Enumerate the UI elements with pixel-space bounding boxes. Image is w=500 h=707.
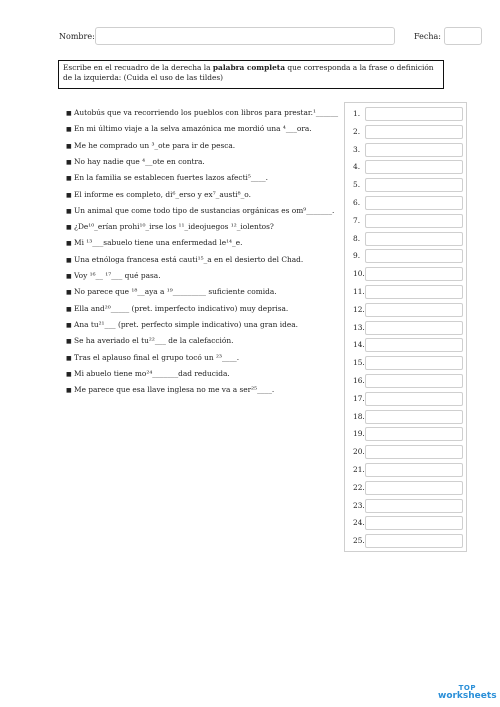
answer-row <box>345 499 468 513</box>
instructions-box <box>58 60 444 89</box>
answer-row <box>345 427 468 441</box>
sentence-item <box>66 173 268 184</box>
answer-number: 24. <box>353 518 365 528</box>
answer-row <box>345 410 468 424</box>
answer-field[interactable] <box>365 214 463 228</box>
answer-row <box>345 356 468 370</box>
brand-logo <box>438 684 497 700</box>
bullet-icon: ■ <box>66 224 72 232</box>
answer-row <box>345 143 468 157</box>
sentence-item <box>66 369 230 380</box>
bullet-icon: ■ <box>66 240 72 248</box>
answer-number: 19. <box>353 429 365 439</box>
sentence-text: El informe es completo, di⁶_erso y ex⁷_austi⁸_o. <box>74 189 251 199</box>
answer-field[interactable] <box>365 303 463 317</box>
brand-name: worksheets <box>438 691 497 701</box>
sentence-text: Autobús que va recorriendo los pueblos con libros para prestar.¹______ <box>74 108 339 117</box>
name-field[interactable] <box>95 27 395 45</box>
answer-field[interactable] <box>365 196 463 210</box>
sentence-item <box>66 271 161 282</box>
bullet-icon: ■ <box>66 158 72 166</box>
sentence-text: En mi último viaje a la selva amazónica me mordió una ⁴___ora. <box>74 124 312 134</box>
date-field[interactable] <box>444 27 482 45</box>
answer-row <box>345 107 468 121</box>
answer-field[interactable] <box>365 481 463 495</box>
sentence-item <box>66 336 233 347</box>
sentence-text: Me he comprado un ³_ote para ir de pesca. <box>74 140 236 150</box>
answer-row <box>345 249 468 263</box>
answer-row <box>345 285 468 299</box>
bullet-icon: ■ <box>66 126 72 134</box>
bullet-icon: ■ <box>66 305 72 313</box>
answer-field[interactable] <box>365 516 463 530</box>
answer-row <box>345 338 468 352</box>
sentence-text: Un animal que come todo tipo de sustancias orgánicas es om⁹_______. <box>74 205 335 215</box>
answer-number: 6. <box>353 198 361 207</box>
answer-field[interactable] <box>365 125 463 139</box>
bullet-icon: ■ <box>66 387 72 395</box>
sentence-item <box>66 385 274 396</box>
sentence-text: Voy ¹⁶__ ¹⁷___ qué pasa. <box>74 271 161 280</box>
answer-field[interactable] <box>365 356 463 370</box>
answer-number: 10. <box>353 269 365 279</box>
bullet-icon: ■ <box>66 289 72 297</box>
answer-field[interactable] <box>365 267 463 281</box>
answer-number: 2. <box>353 126 361 136</box>
sentence-item <box>66 190 251 201</box>
sentence-text: Una etnóloga francesa está cauti¹⁵_a en el desierto del Chad. <box>74 254 304 264</box>
sentence-item <box>66 222 274 233</box>
answer-field[interactable] <box>365 321 463 335</box>
answer-field[interactable] <box>365 160 463 174</box>
sentence-text: Se ha averiado el tu²²___ de la calefacción. <box>74 336 234 346</box>
sentence-item <box>66 157 205 168</box>
answer-number: 4. <box>353 162 361 172</box>
answer-field[interactable] <box>365 338 463 352</box>
answer-number: 1. <box>353 109 361 118</box>
answer-number: 16. <box>353 376 365 385</box>
answer-field[interactable] <box>365 463 463 477</box>
sentence-text: Ana tu²¹___ (pret. perfecto simple indicativo) una gran idea. <box>74 319 299 329</box>
answer-number: 3. <box>353 144 361 154</box>
answer-row <box>345 374 468 388</box>
answer-field[interactable] <box>365 249 463 263</box>
answer-number: 17. <box>353 393 365 403</box>
answer-field[interactable] <box>365 285 463 299</box>
sentence-item <box>66 304 288 315</box>
sentence-text: ¿De¹⁰_erían prohi¹⁰_irse los ¹¹_ideojuegos ¹²_iolentos? <box>74 222 274 232</box>
sentence-text: Mi abuelo tiene mo²⁴_______dad reducida. <box>74 368 230 378</box>
bullet-icon: ■ <box>66 273 72 280</box>
answer-field[interactable] <box>365 427 463 441</box>
answer-number: 7. <box>353 215 361 225</box>
answer-number: 18. <box>353 411 365 421</box>
sentence-text: Ella and²⁰_____ (pret. imperfecto indicativo) muy deprisa. <box>74 303 289 313</box>
answer-number: 21. <box>353 465 365 474</box>
answer-panel <box>344 102 467 552</box>
answer-field[interactable] <box>365 392 463 406</box>
answer-number: 14. <box>353 340 365 350</box>
name-label: Nombre: <box>59 32 95 41</box>
answer-number: 23. <box>353 500 365 510</box>
answer-field[interactable] <box>365 499 463 513</box>
answer-field[interactable] <box>365 143 463 157</box>
answer-field[interactable] <box>365 232 463 246</box>
answer-number: 11. <box>353 287 365 296</box>
sentence-item <box>66 320 298 331</box>
answer-number: 12. <box>353 304 365 314</box>
answer-field[interactable] <box>365 178 463 192</box>
answer-row <box>345 481 468 495</box>
bullet-icon: ■ <box>66 354 72 362</box>
sentence-item <box>66 108 338 119</box>
bullet-icon: ■ <box>66 110 72 117</box>
answer-row <box>345 232 468 246</box>
sentence-text: En la familia se establecen fuertes lazos afecti⁵____. <box>74 173 268 183</box>
answer-number: 8. <box>353 233 361 243</box>
bullet-icon: ■ <box>66 191 72 199</box>
instructions-text-2: que corresponda a la frase o definición de la izquierda: (Cuida el uso de las tildes) <box>63 63 434 82</box>
answer-field[interactable] <box>365 534 463 548</box>
instructions-bold: palabra completa <box>212 63 285 72</box>
answer-field[interactable] <box>365 107 463 121</box>
bullet-icon: ■ <box>66 175 72 183</box>
answer-row <box>345 463 468 477</box>
answer-row <box>345 445 468 459</box>
answer-number: 20. <box>353 447 365 457</box>
bullet-icon: ■ <box>66 207 72 215</box>
bullet-icon: ■ <box>66 256 72 264</box>
instructions-text-1: Escribe en el recuadro de la derecha la <box>63 63 213 72</box>
sentence-item <box>66 238 242 249</box>
answer-number: 22. <box>353 482 365 492</box>
sentence-item <box>66 141 235 152</box>
sentence-item <box>66 206 334 217</box>
sentence-text: Me parece que esa llave inglesa no me va a ser²⁵____. <box>74 385 275 395</box>
answer-number: 25. <box>353 536 365 546</box>
answer-field[interactable] <box>365 410 463 424</box>
bullet-icon: ■ <box>66 370 72 378</box>
answer-field[interactable] <box>365 374 463 388</box>
sentence-item <box>66 353 239 364</box>
date-label: Fecha: <box>414 32 441 41</box>
sentence-item <box>66 124 312 135</box>
answer-row <box>345 160 468 174</box>
answer-number: 15. <box>353 358 365 368</box>
bullet-icon: ■ <box>66 321 72 329</box>
sentence-text: Tras el aplauso final el grupo tocó un ²³____. <box>74 352 240 362</box>
answer-row <box>345 196 468 210</box>
sentence-item <box>66 287 277 298</box>
answer-row <box>345 392 468 406</box>
sentence-text: Mi ¹³___sabuelo tiene una enfermedad le¹⁴_e. <box>74 238 243 248</box>
answer-row <box>345 267 468 281</box>
sentence-text: No parece que ¹⁸__aya a ¹⁹_________ suficiente comida. <box>74 287 277 297</box>
sentence-item <box>66 255 303 266</box>
answer-number: 9. <box>353 251 361 261</box>
answer-row <box>345 303 468 317</box>
answer-row <box>345 178 468 192</box>
bullet-icon: ■ <box>66 338 72 346</box>
answer-row <box>345 125 468 139</box>
answer-row <box>345 516 468 530</box>
answer-row <box>345 321 468 335</box>
sentence-text: No hay nadie que ⁴__ote en contra. <box>74 156 205 166</box>
answer-row <box>345 534 468 548</box>
answer-number: 5. <box>353 180 361 190</box>
answer-number: 13. <box>353 322 365 332</box>
answer-field[interactable] <box>365 445 463 459</box>
brand-top: TOP <box>458 684 476 692</box>
bullet-icon: ■ <box>66 142 72 150</box>
answer-row <box>345 214 468 228</box>
